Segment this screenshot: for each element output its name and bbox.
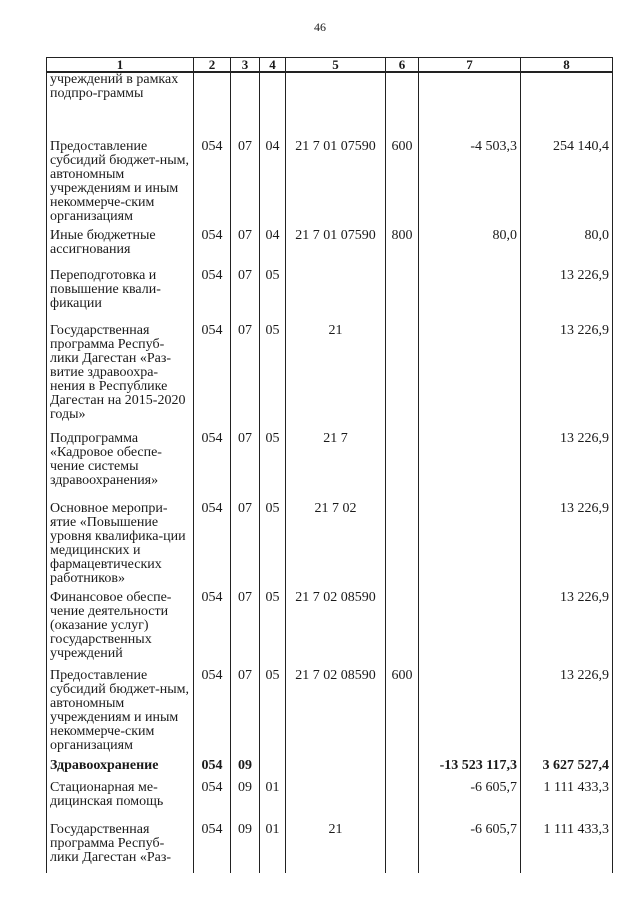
row-expense-type [386, 591, 419, 669]
row-name: Предоставление субсидий бюджет-ным, автономным учреждениям и иным некоммерче-ским организациям [47, 140, 194, 229]
table-row [47, 591, 613, 669]
row-change-amount: -4 503,3 [419, 140, 521, 229]
row-target-article [286, 781, 386, 823]
row-change-amount: -6 605,7 [419, 781, 521, 823]
row-section: 09 [231, 823, 260, 873]
table-row [47, 229, 613, 269]
row-total-amount: 80,0 [521, 229, 613, 269]
row-ministry-code: 054 [194, 591, 231, 669]
header-col-4: 4 [260, 58, 286, 73]
row-total-amount: 13 226,9 [521, 324, 613, 432]
table-row [47, 759, 613, 781]
row-name: Финансовое обеспе-чение деятельности (оказание услуг) государственных учреждений [47, 591, 194, 669]
row-total-amount: 13 226,9 [521, 669, 613, 759]
row-expense-type [386, 502, 419, 591]
row-change-amount [419, 669, 521, 759]
row-subsection: 05 [260, 669, 286, 759]
row-target-article [286, 72, 386, 140]
row-expense-type [386, 759, 419, 781]
row-ministry-code: 054 [194, 432, 231, 502]
row-name: Стационарная ме-дицинская помощь [47, 781, 194, 823]
row-ministry-code: 054 [194, 669, 231, 759]
row-subsection [260, 759, 286, 781]
row-change-amount: 80,0 [419, 229, 521, 269]
row-ministry-code: 054 [194, 823, 231, 873]
row-subsection [260, 72, 286, 140]
header-col-5: 5 [286, 58, 386, 73]
row-change-amount: -6 605,7 [419, 823, 521, 873]
row-subsection: 05 [260, 432, 286, 502]
row-ministry-code: 054 [194, 269, 231, 324]
row-change-amount [419, 502, 521, 591]
row-change-amount [419, 432, 521, 502]
page-number: 46 [314, 20, 326, 34]
row-section: 07 [231, 669, 260, 759]
row-ministry-code: 054 [194, 140, 231, 229]
row-target-article: 21 7 02 08590 [286, 669, 386, 759]
row-expense-type [386, 72, 419, 140]
row-section: 09 [231, 759, 260, 781]
row-target-article: 21 7 01 07590 [286, 140, 386, 229]
row-ministry-code: 054 [194, 502, 231, 591]
row-name: Основное меропри-ятие «Повышение уровня квалифика-ции медицинских и фармацевтических работников» [47, 502, 194, 591]
row-expense-type [386, 823, 419, 873]
row-target-article [286, 759, 386, 781]
row-total-amount: 13 226,9 [521, 269, 613, 324]
table-row [47, 140, 613, 229]
row-name: Государственная программа Респуб-лики Дагестан «Раз-витие здравоохра-нения в Республике Дагестан на 2015-2020 годы» [47, 324, 194, 432]
row-subsection: 05 [260, 591, 286, 669]
row-subsection: 05 [260, 269, 286, 324]
table-row [47, 324, 613, 432]
table-row [47, 502, 613, 591]
row-subsection: 05 [260, 324, 286, 432]
row-section: 07 [231, 324, 260, 432]
row-change-amount: -13 523 117,3 [419, 759, 521, 781]
row-expense-type [386, 781, 419, 823]
row-expense-type: 600 [386, 140, 419, 229]
row-name: Подпрограмма «Кадровое обеспе-чение системы здравоохранения» [47, 432, 194, 502]
row-subsection: 04 [260, 229, 286, 269]
row-name: Предоставление субсидий бюджет-ным, автономным учреждениям и иным некоммерче-ским организациям [47, 669, 194, 759]
row-target-article: 21 7 01 07590 [286, 229, 386, 269]
row-ministry-code: 054 [194, 229, 231, 269]
row-subsection: 05 [260, 502, 286, 591]
row-expense-type [386, 432, 419, 502]
row-section [231, 72, 260, 140]
row-target-article [286, 269, 386, 324]
header-col-2: 2 [194, 58, 231, 73]
row-section: 07 [231, 269, 260, 324]
row-target-article: 21 [286, 324, 386, 432]
row-target-article: 21 7 [286, 432, 386, 502]
header-col-3: 3 [231, 58, 260, 73]
row-change-amount [419, 324, 521, 432]
header-col-6: 6 [386, 58, 419, 73]
row-ministry-code: 054 [194, 324, 231, 432]
row-section: 07 [231, 432, 260, 502]
row-total-amount: 13 226,9 [521, 591, 613, 669]
header-col-8: 8 [521, 58, 613, 73]
header-col-7: 7 [419, 58, 521, 73]
row-ministry-code: 054 [194, 781, 231, 823]
row-total-amount: 3 627 527,4 [521, 759, 613, 781]
row-name: Переподготовка и повышение квали-фикации [47, 269, 194, 324]
header-col-1: 1 [47, 58, 194, 73]
row-target-article: 21 7 02 08590 [286, 591, 386, 669]
table-body [47, 72, 613, 873]
row-target-article: 21 [286, 823, 386, 873]
row-name: Здравоохранение [47, 759, 194, 781]
header-row [47, 58, 613, 73]
table-row [47, 781, 613, 823]
row-subsection: 01 [260, 823, 286, 873]
row-change-amount [419, 269, 521, 324]
row-expense-type [386, 324, 419, 432]
row-target-article: 21 7 02 [286, 502, 386, 591]
row-total-amount: 13 226,9 [521, 432, 613, 502]
budget-table [46, 57, 613, 873]
row-subsection: 01 [260, 781, 286, 823]
row-section: 07 [231, 591, 260, 669]
row-expense-type: 600 [386, 669, 419, 759]
row-ministry-code [194, 72, 231, 140]
row-section: 07 [231, 502, 260, 591]
row-change-amount [419, 72, 521, 140]
row-total-amount: 1 111 433,3 [521, 823, 613, 873]
row-name: Иные бюджетные ассигнования [47, 229, 194, 269]
table-row [47, 269, 613, 324]
row-subsection: 04 [260, 140, 286, 229]
row-expense-type [386, 269, 419, 324]
table-row [47, 823, 613, 873]
row-ministry-code: 054 [194, 759, 231, 781]
row-total-amount [521, 72, 613, 140]
row-change-amount [419, 591, 521, 669]
row-section: 07 [231, 229, 260, 269]
table-row [47, 669, 613, 759]
row-section: 09 [231, 781, 260, 823]
table-row [47, 432, 613, 502]
row-total-amount: 254 140,4 [521, 140, 613, 229]
row-total-amount: 1 111 433,3 [521, 781, 613, 823]
row-name: Государственная программа Респуб-лики Дагестан «Раз- [47, 823, 194, 873]
row-section: 07 [231, 140, 260, 229]
table-row [47, 72, 613, 140]
row-name: учреждений в рамках подпро-граммы [47, 72, 194, 140]
row-total-amount: 13 226,9 [521, 502, 613, 591]
row-expense-type: 800 [386, 229, 419, 269]
